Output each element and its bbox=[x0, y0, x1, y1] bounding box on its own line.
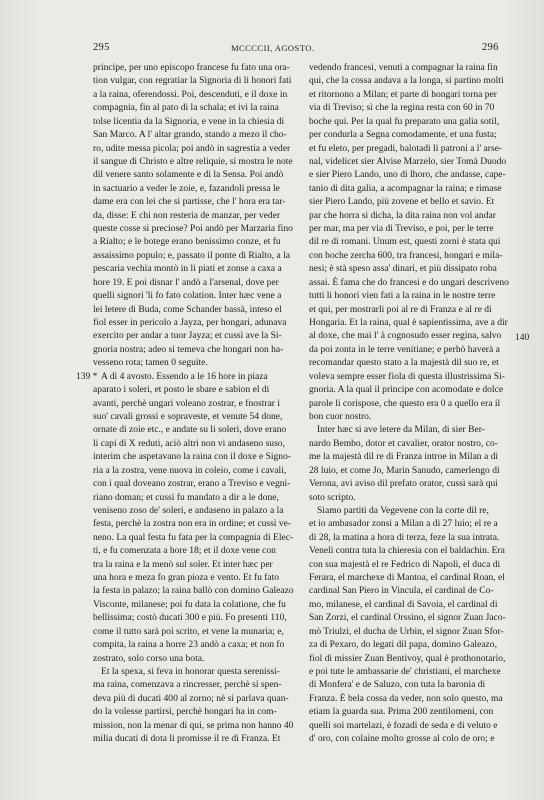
text-line: gnoria. A la qual il principe con acomodate e dolce bbox=[309, 384, 504, 396]
text-line: et qui, per mostrarli poi al re di Franza e al re di bbox=[309, 303, 492, 315]
text-line: la festa in palazo; la raina ballò con domino Galeazo bbox=[93, 585, 294, 597]
text-line: festa, perchè la zostra non era in ordine; et cussì ve- bbox=[93, 518, 292, 530]
text-line: par che horra si dicha, la dita raina non vol andar bbox=[309, 209, 496, 221]
text-line: lei letere di Buda, come Schander bassà, inteso el bbox=[93, 303, 282, 315]
text-line: suo' cavali grossi e sopraveste, et venute 54 done, bbox=[93, 410, 283, 422]
text-line: ti, e fu comenzata a hore 18; et il doxe vene con bbox=[93, 545, 276, 557]
text-line: compagnia, fin al pato di la schala; et ivi la raina bbox=[93, 102, 279, 114]
text-line: al doxe, che mai l' à cognosudo esser regina, salvo bbox=[309, 330, 502, 342]
margin-note-left: 139 * bbox=[76, 372, 98, 382]
text-line: il sangue di Christo e altre reliquie, si mostra le note bbox=[93, 155, 293, 167]
text-line: aparato i soleri, et posto le sbare e sabion el di bbox=[93, 384, 270, 396]
text-line: cardinal San Piero in Vincula, el cardinal de Co- bbox=[309, 585, 494, 597]
text-line: di Monfera' e de Saluzo, con tuta la baronia di bbox=[309, 679, 486, 691]
text-line: San Marco. A l' altar grando, stando a mezo il cho- bbox=[93, 129, 287, 141]
text-line: milia ducati di dota li promisse il re di Franza. Et bbox=[93, 733, 281, 745]
text-line: queste cosse sì preciose? Poi andò per Marzaria fino bbox=[93, 223, 293, 235]
text-line: assaissimo populo; e, passato il ponte di Rialto, a la bbox=[93, 249, 291, 261]
text-line: dì 28, la matina a hora di terza, feze la sua intrata. bbox=[309, 531, 500, 543]
text-line: quelli soi martelazi, è fozadi de seda e di veluto e bbox=[309, 719, 498, 731]
text-line: Siamo partiti da Vegevene con la corte dil re, bbox=[317, 504, 489, 516]
text-line: Ferara, el marchexe di Mantoa, el cardinal Roan, el bbox=[309, 572, 505, 584]
text-line: una hora e meza fo gran pioza e vento. Et fu fato bbox=[93, 572, 280, 584]
text-line: ro, udite messa picola; poi andò in sagrestia a veder bbox=[93, 142, 291, 154]
text-line: boche qui. Per la qual fu preparato una galia sotil, bbox=[309, 115, 500, 127]
text-line: d' oro, con colaine molto grosse al colo de oro; e bbox=[309, 733, 495, 745]
text-line: assai. È fama che do francesi e do ungari descriveno bbox=[309, 276, 509, 288]
text-line: dil re di romani. Unum est, questi zorni è stata qui bbox=[309, 236, 501, 248]
text-line: nal, videlicet sier Alvise Marzelo, sier Tomà Duodo bbox=[309, 155, 507, 167]
text-line: 28 luio, et come Jo, Marin Sanudo, camerlengo di bbox=[309, 464, 500, 476]
text-line: exercito per andar a tuor Jayza; et cussì ave la Si- bbox=[93, 330, 282, 342]
text-line: con boche zercha 600, tra francesi, hongari e mila- bbox=[309, 249, 503, 261]
text-line: nardo Bembo, dotor et cavalier, orator nostro, co- bbox=[309, 437, 498, 449]
text-line: A dì 4 avosto. Essendo a le 16 hore in piaza bbox=[101, 370, 268, 382]
page-header bbox=[0, 42, 544, 56]
text-line: nesi; è stà speso assa' dinari, et più dissipato roba bbox=[309, 263, 497, 275]
text-line: zostrato, solo corso una bota. bbox=[93, 652, 205, 664]
text-line: tutti li honori vien fati a la raina in le nostre terre bbox=[309, 290, 496, 302]
text-line: bon cuor nostro. bbox=[309, 410, 372, 422]
running-title: MCCCCII, AGOSTO. bbox=[231, 43, 315, 53]
text-line: con i qual doveano zostrar, erano a Treviso e vegni- bbox=[93, 478, 291, 490]
text-line: tolse licentia da la Signoria, e vene in la chiesia di bbox=[93, 115, 285, 127]
text-line: a Rialto; e le botege erano benissimo conze, et fu bbox=[93, 236, 281, 248]
margin-note-right: 140 bbox=[515, 333, 530, 343]
text-line: con sua majestà el re Fedrico di Napoli, el duca di bbox=[309, 558, 501, 570]
text-line: za di Pexaro, do legati dil papa, domino Galeazo, bbox=[309, 639, 497, 651]
text-line: compita, la raina a horre 23 andò a caxa; et non fo bbox=[93, 639, 285, 651]
text-line: et ritornono a Milan; et parte di hongari torna per bbox=[309, 88, 497, 100]
text-line: principe, per uno episcopo francese fu fato una ora- bbox=[93, 62, 290, 73]
text-line: mission, non la menar di qui, se prima non hanno 40 bbox=[93, 719, 294, 731]
text-line: da, disse: E chi non resteria de manzar, per veder bbox=[93, 209, 281, 221]
text-line: et io ambasador zonsi a Milan a dì 27 luio; el re a bbox=[309, 518, 498, 530]
text-line: Verona, avi aviso dil prefato orator, cussì sarà qui bbox=[309, 478, 498, 490]
text-line: do la volesse partirsi, perchè hongari ha in com- bbox=[93, 706, 277, 718]
text-line: riano doman; et cussì fu mandato a dir a le done, bbox=[93, 491, 279, 503]
text-line: tra la raina e la menò sul soler. Et inter hæc per bbox=[93, 558, 273, 570]
text-line: etiam la guarda sua. Prima 200 zentilomeni, con bbox=[309, 706, 494, 718]
text-line: ma raina, comenzava a rincresser, perchè si spen- bbox=[93, 679, 282, 691]
text-line: dame era con lei che si partisse, che l' hora era tar- bbox=[93, 196, 286, 208]
text-line: Franza. È bela cossa da veder, non solo questo, ma bbox=[309, 692, 503, 704]
text-line: in sactuario a veder le zoie, e, fazandoli pressa le bbox=[93, 182, 280, 194]
text-line: fiol esser in pericolo a Jayza, per hongari, adunava bbox=[93, 317, 287, 329]
text-line: soto scripto. bbox=[309, 491, 356, 503]
text-line: come il tutto sarà poi scrito, et vene la munaria; e, bbox=[93, 625, 284, 637]
text-line: ornate di zoie etc., e andate su li soleri, dove erano bbox=[93, 424, 287, 436]
text-line: neno. La qual festa fu fata per la compagnia di Elec- bbox=[93, 531, 294, 543]
text-line: sier Piero Lando, più zovene et bello et savio. Et bbox=[309, 196, 495, 208]
text-line: mo, milanese, el cardinal di Savoia, el cardinal di bbox=[309, 598, 498, 610]
text-line: me la majestà dil re di Franza introe in Milan a dì bbox=[309, 451, 499, 463]
text-line: Hongaria. Et la raina, qual è sapientissima, ave a dir bbox=[309, 317, 508, 329]
text-line: vesseno rota; tamen 0 seguite. bbox=[93, 357, 208, 369]
text-line: parole li corispose, che questo era 0 a quello era il bbox=[309, 397, 501, 409]
text-line: Et la spexa, si feva in honorar questa serenissi- bbox=[101, 665, 280, 677]
text-line: li capi di X reduti, aciò altri non vi andaseno suso, bbox=[93, 437, 285, 449]
text-line: pescaria vechia montò in li piati et zonse a caxa a bbox=[93, 263, 282, 275]
text-line: tion vulgar, con regratiar la Signoria di li honori fati bbox=[93, 75, 292, 87]
text-line: ria a la zostra, vene nuova in coleio, come i cavali, bbox=[93, 464, 287, 476]
text-line: hore 19. E poi disnar l' andò a l'arsenal, dove per bbox=[93, 276, 279, 288]
text-line: Veneli contra tuta la chieresia con el baldachin. Era bbox=[309, 545, 505, 557]
text-line: per mar, ma per via di Treviso, e poi, per le terre bbox=[309, 223, 494, 235]
text-line: bellissima; costò ducati 300 e più. Fo presenti 110, bbox=[93, 612, 287, 624]
text-line: da poi zonta in le terre venitiane; e perhò haverà a bbox=[309, 343, 500, 355]
text-line: fiol di missier Zuan Bentivoy, qual è prothonotario, bbox=[309, 652, 506, 664]
text-line: avanti, perchè ungari voleano zostrar, e fnostrar i bbox=[93, 397, 281, 409]
left-page-number: 295 bbox=[93, 42, 110, 53]
text-line: interim che aspetavano la raina con il doxe e Signo- bbox=[93, 451, 292, 463]
text-line: San Zorzi, el cardinal Orssino, el signor Zuan Jaco- bbox=[309, 612, 506, 624]
text-line: voleva sempre esser fiola di questa illustrissima Si- bbox=[309, 370, 505, 382]
text-line: deva più di ducati 400 al zorno; nè si parlava quan- bbox=[93, 692, 289, 704]
text-line: via di Treviso; sì che la regina resta con 60 in 70 bbox=[309, 102, 495, 114]
right-text-column bbox=[309, 61, 510, 746]
text-line: Inter hæc si ave letere da Milan, di sier Ber- bbox=[317, 424, 485, 436]
text-line: recomandar questo stato a la majestà dil suo re, et bbox=[309, 357, 499, 369]
text-line: qui, che la cossa andava a la longa, si partino molti bbox=[309, 75, 504, 87]
text-line: quelli signori 'li fo fato colation. Inter hæc vene a bbox=[93, 290, 282, 302]
text-line: e poi tute le ambassarie de' christiani, el marchexe bbox=[309, 665, 501, 677]
text-line: per condurla a Segna comodamente, et una fusta; bbox=[309, 129, 497, 141]
left-text-column bbox=[93, 61, 305, 746]
text-line: vedendo francesi, venuti a compagnar la raina fin bbox=[309, 62, 498, 73]
text-line: dil venere santo solamente e di la Sensa. Poi andò bbox=[93, 169, 284, 181]
right-page-number: 296 bbox=[482, 42, 499, 53]
text-line: veniseno zoso de' soleri, e andaseno in palazo a la bbox=[93, 504, 284, 516]
text-line: a la raina, oferendossi. Poi, descenduti, e il doxe in bbox=[93, 88, 288, 100]
text-line: tanio di dita galia, a acompagnar la raina; e rimase bbox=[309, 182, 502, 194]
text-line: et fu eleto, per pregadi, balotadi li patroni a l' arse- bbox=[309, 142, 503, 154]
text-line: Visconte, milanese; poi fu data la colatione, che fu bbox=[93, 598, 286, 610]
text-line: mò Triulzi, el ducha de Urbin, el signor Zuan Sfor- bbox=[309, 625, 504, 637]
text-line: gnoria nostra; adeo si temeva che hongari non ha- bbox=[93, 343, 284, 355]
text-line: e sier Piero Lando, uno di lhoro, che andasse, cape- bbox=[309, 169, 506, 181]
